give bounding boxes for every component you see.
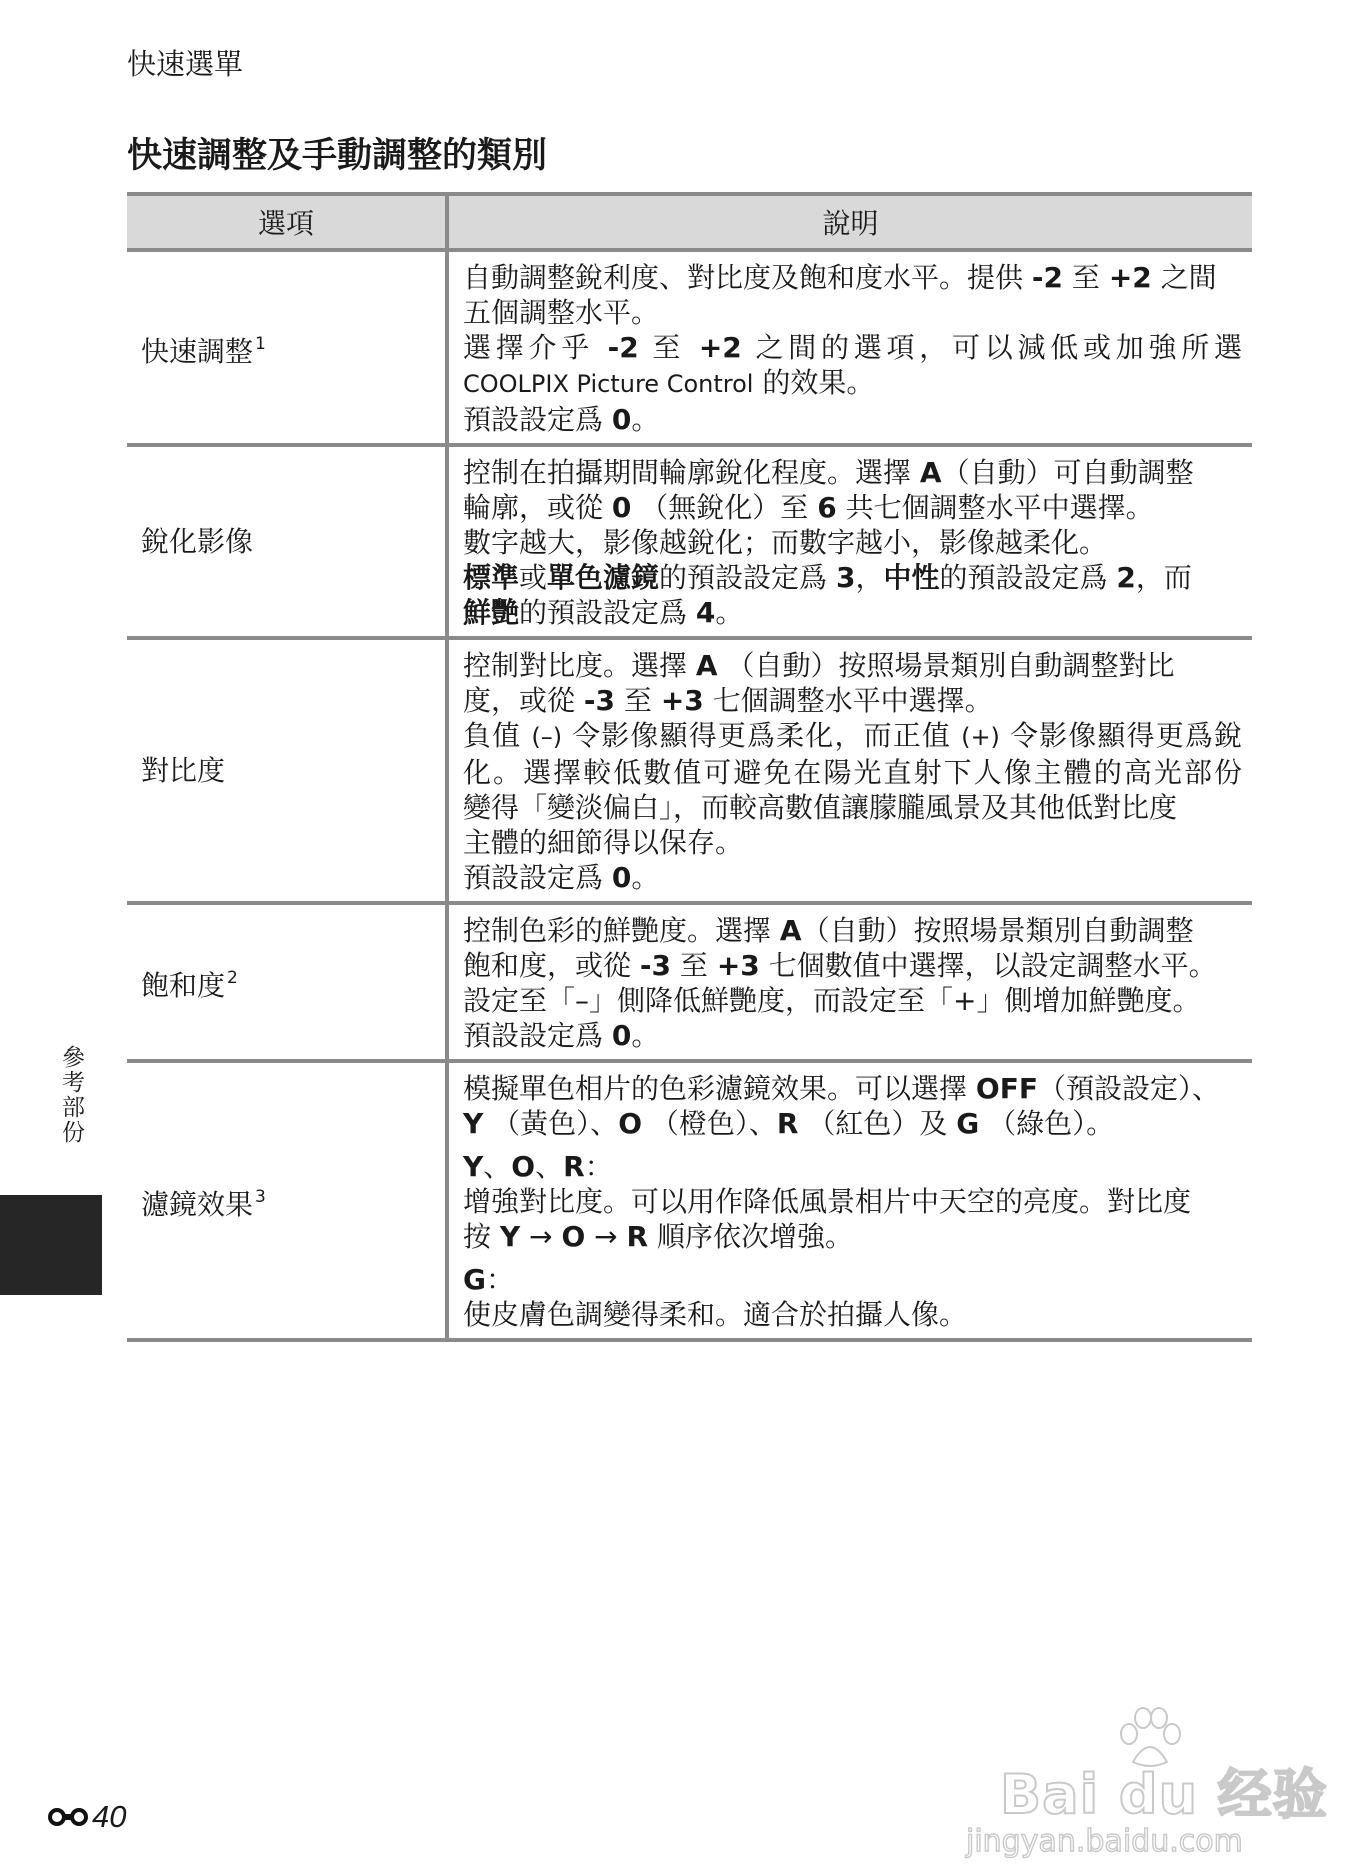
description-cell [447, 638, 1252, 903]
description-text: （自動）按照場景類別自動調整對比 [717, 649, 1175, 682]
watermark-url: jingyan.baidu.com [966, 1824, 1243, 1859]
description-line [463, 595, 1242, 630]
description-text: 之間的選項，可以減低或加強所選 [741, 331, 1242, 364]
option-cell [127, 638, 447, 903]
description-text: 按 [463, 1220, 500, 1253]
emphasized-text: G [956, 1107, 980, 1140]
description-text: 預設設定爲 [463, 1019, 612, 1052]
description-text: 之間 [1151, 261, 1217, 294]
description-text: ，而 [1135, 561, 1192, 594]
description-line [463, 365, 1242, 402]
page-number-value: 40 [92, 1799, 127, 1834]
description-text: ， [855, 561, 884, 594]
emphasized-text: 3 [835, 561, 856, 594]
option-name: 濾鏡效果 [141, 1187, 254, 1221]
description-text: 設定至「–」側降低鮮艷度，而設定至「+」側增加鮮艷度。 [463, 984, 1201, 1017]
description-text: 至 [1063, 261, 1109, 294]
description-text: 控制色彩的鮮艷度。選擇 [463, 914, 780, 947]
emphasized-text: +3 [660, 684, 704, 717]
description-text: 令影像顯得更爲銳 [999, 719, 1242, 752]
description-line [463, 1262, 1242, 1297]
description-text: ： [584, 1150, 613, 1183]
description-line [463, 330, 1242, 365]
emphasized-text: 標準 [463, 561, 520, 594]
page-number [48, 1800, 126, 1834]
description-text: （橙色）、 [642, 1107, 777, 1140]
description-line [463, 983, 1242, 1018]
table-row [127, 1061, 1252, 1340]
column-header-option: 選項 [127, 194, 447, 250]
description-cell [447, 1061, 1252, 1340]
emphasized-text: -3 [583, 684, 616, 717]
description-text: COOLPIX Picture Control [463, 370, 754, 398]
description-text: 負值 [463, 719, 532, 752]
option-name: 銳化影像 [141, 525, 254, 558]
running-head: 快速選單 [127, 47, 244, 81]
option-name: 快速調整 [141, 334, 254, 368]
footnote-marker: 2 [227, 968, 238, 988]
description-line [463, 1071, 1242, 1106]
emphasized-text: 4 [695, 596, 716, 629]
description-text: 預設設定爲 [463, 403, 612, 436]
table-row [127, 638, 1252, 903]
description-text: 至 [615, 684, 661, 717]
emphasized-text: O [511, 1150, 536, 1183]
description-line [463, 948, 1242, 983]
emphasized-text: OFF [975, 1072, 1038, 1105]
description-line [463, 790, 1242, 825]
description-line [463, 913, 1242, 948]
table-row [127, 445, 1252, 638]
option-cell [127, 1061, 447, 1340]
description-text: 、 [483, 1150, 512, 1183]
emphasized-text: 0 [611, 491, 632, 524]
emphasized-text: 0 [611, 1019, 632, 1052]
description-line [463, 260, 1242, 295]
description-text: 預設設定爲 [463, 861, 612, 894]
description-text: 的預設設定爲 [659, 561, 836, 594]
description-line [463, 1106, 1242, 1141]
emphasized-text: +2 [1108, 261, 1152, 294]
description-line [463, 755, 1242, 790]
emphasized-text: +2 [698, 331, 742, 364]
watermark-logo-text: Bai du 经验 [1000, 1763, 1328, 1826]
table-row [127, 250, 1252, 445]
description-text: 五個調整水平。 [463, 296, 660, 329]
description-text: 七個調整水平中選擇。 [703, 684, 993, 717]
description-line [463, 525, 1242, 560]
description-text: → [585, 1220, 627, 1253]
description-text: （自動）按照場景類別自動調整 [801, 914, 1194, 947]
description-text: 順序依次增強。 [648, 1220, 853, 1253]
description-text: 或 [519, 561, 548, 594]
description-text: 飽和度，或從 [463, 949, 640, 982]
emphasized-text: 0 [611, 403, 632, 436]
description-text: 。 [631, 861, 660, 894]
table-header-row [127, 194, 1252, 250]
description-text: 、 [535, 1150, 564, 1183]
description-line [463, 490, 1242, 525]
description-line [463, 860, 1242, 895]
description-text: 模擬單色相片的色彩濾鏡效果。可以選擇 [463, 1072, 976, 1105]
emphasized-text: Y [499, 1220, 521, 1253]
description-line [463, 683, 1242, 718]
option-name: 對比度 [141, 754, 226, 787]
description-text: 。 [631, 403, 660, 436]
emphasized-text: -3 [639, 949, 672, 982]
description-line [463, 1297, 1242, 1332]
emphasized-text: 0 [611, 861, 632, 894]
emphasized-text: Y [463, 1150, 484, 1183]
description-line [463, 1219, 1242, 1254]
description-line [463, 1184, 1242, 1219]
side-tab-marker [0, 1195, 102, 1295]
footnote-marker: 3 [255, 1186, 266, 1207]
description-line [463, 825, 1242, 860]
table-row [127, 903, 1252, 1061]
emphasized-text: Y [463, 1107, 484, 1140]
description-text: 化。選擇較低數值可避免在陽光直射下人像主體的高光部份 [463, 756, 1242, 789]
description-text: 主體的細節得以保存。 [463, 826, 744, 859]
description-text: 選擇介乎 [463, 331, 608, 364]
description-text: （自動）可自動調整 [941, 456, 1194, 489]
reference-section-icon [48, 1802, 88, 1832]
description-text: 的預設設定爲 [519, 596, 696, 629]
footnote-marker: 1 [255, 333, 266, 354]
picture-control-settings-table [127, 192, 1252, 1342]
description-line [463, 1018, 1242, 1053]
description-text: ： [485, 1263, 514, 1296]
emphasized-text: R [626, 1220, 649, 1253]
description-cell [447, 445, 1252, 638]
description-line [463, 648, 1242, 683]
section-title: 快速調整及手動調整的類別 [127, 136, 548, 176]
description-text: 至 [638, 331, 699, 364]
description-text: 。 [631, 1019, 660, 1052]
baidu-watermark [960, 1740, 1328, 1860]
emphasized-text: 中性 [883, 561, 940, 594]
description-text: 變得「變淡偏白」，而較高數值讓朦朧風景及其他低對比度 [463, 791, 1178, 824]
description-text: 度，或從 [463, 684, 584, 717]
description-text: 。 [715, 596, 744, 629]
description-text: 自動調整銳利度、對比度及飽和度水平。提供 [463, 261, 1032, 294]
description-line [463, 455, 1242, 490]
emphasized-text: +3 [716, 949, 760, 982]
description-text: （無銳化）至 [631, 491, 818, 524]
description-line [463, 402, 1242, 437]
option-cell [127, 903, 447, 1061]
option-cell [127, 250, 447, 445]
emphasized-text: -2 [1031, 261, 1064, 294]
option-name: 飽和度 [141, 969, 226, 1002]
emphasized-text: A [695, 649, 718, 682]
emphasized-text: O [561, 1220, 586, 1253]
emphasized-text: A [779, 914, 802, 947]
description-text: 控制在拍攝期間輪廓銳化程度。選擇 [463, 456, 920, 489]
emphasized-text: G [463, 1263, 486, 1296]
description-text: (–) [531, 723, 563, 751]
description-text: 數字越大，影像越銳化；而數字越小，影像越柔化。 [463, 526, 1108, 559]
description-line [463, 560, 1242, 595]
description-text: 令影像顯得更爲柔化，而正值 [562, 719, 962, 752]
table-body [127, 250, 1252, 1340]
option-cell [127, 445, 447, 638]
emphasized-text: 6 [817, 491, 837, 524]
description-cell [447, 903, 1252, 1061]
emphasized-text: R [563, 1150, 585, 1183]
description-text: 的預設設定爲 [939, 561, 1117, 594]
description-text: 控制對比度。選擇 [463, 649, 696, 682]
emphasized-text: A [919, 456, 942, 489]
description-text: → [520, 1220, 562, 1253]
description-cell [447, 250, 1252, 445]
description-text: 至 [671, 949, 717, 982]
description-text: 輪廓，或從 [463, 491, 612, 524]
emphasized-text: R [776, 1107, 799, 1140]
description-text: 使皮膚色調變得柔和。適合於拍攝人像。 [463, 1298, 968, 1331]
description-text: 增強對比度。可以用作降低風景相片中天空的亮度。對比度 [463, 1185, 1192, 1218]
description-text: （紅色）及 [798, 1107, 957, 1140]
emphasized-text: 單色濾鏡 [547, 561, 660, 594]
description-line [463, 1149, 1242, 1184]
emphasized-text: O [618, 1107, 642, 1140]
description-text: 七個數值中選擇，以設定調整水平。 [759, 949, 1217, 982]
description-text: 的效果。 [753, 366, 875, 399]
description-text: （黃色）、 [483, 1107, 619, 1140]
side-tab-label: 參考部份 [58, 1045, 84, 1145]
description-line [463, 295, 1242, 330]
description-text: （預設設定）、 [1037, 1072, 1220, 1105]
emphasized-text: 2 [1116, 561, 1136, 594]
description-text: 共七個調整水平中選擇。 [836, 491, 1154, 524]
description-text: (+) [961, 723, 1000, 751]
column-header-description: 說明 [447, 194, 1252, 250]
emphasized-text: -2 [607, 331, 639, 364]
description-line [463, 718, 1242, 755]
description-text: （綠色）。 [979, 1107, 1115, 1140]
emphasized-text: 鮮艷 [463, 596, 520, 629]
